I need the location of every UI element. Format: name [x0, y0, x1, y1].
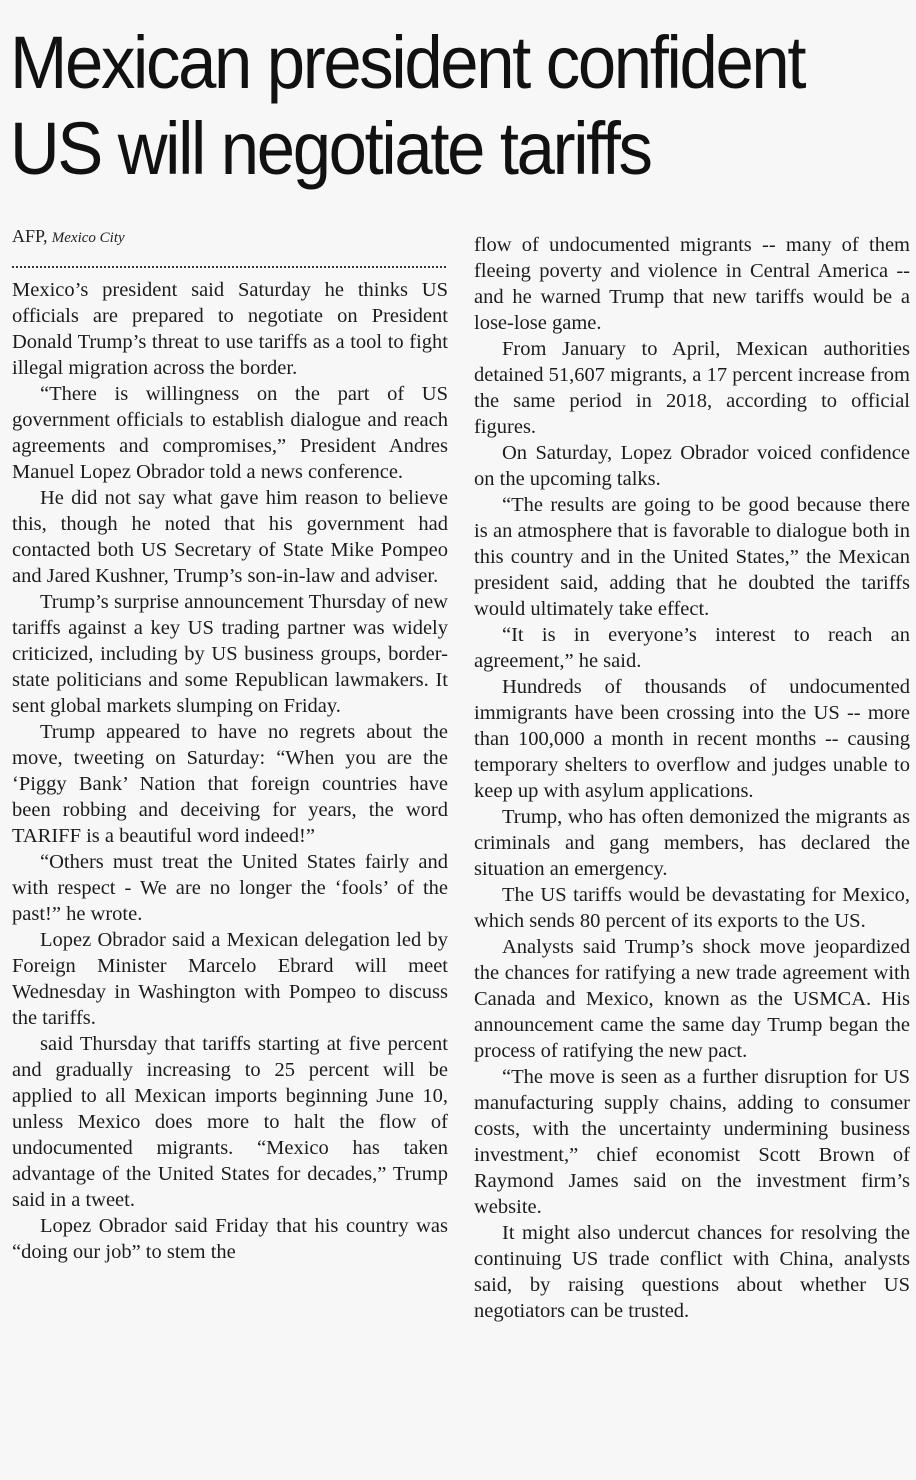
- paragraph: Lopez Obrador said Friday that his country was “doing our job” to stem the: [12, 1215, 448, 1263]
- paragraph: He did not say what gave him reason to believe this, though he noted that his government had contacted both US Secretary of State Mike Pompeo and Jared Kushner, Trump’s son-in-law and adviser.: [12, 487, 448, 587]
- article-column-right: [474, 232, 910, 1324]
- paragraph: “There is willingness on the part of US government officials to establish dialogue and reach agreements and compromises,” President Andres Manuel Lopez Obrador told a news conference.: [12, 383, 448, 483]
- byline: [12, 226, 448, 247]
- paragraph: “It is in everyone’s interest to reach an agreement,” he said.: [474, 624, 910, 672]
- paragraph: said Thursday that tariffs starting at five percent and gradually increasing to 25 percent will be applied to all Mexican imports beginning June 10, unless Mexico does more to halt the flow of undocumented migrants. “Mexico has taken advantage of the United States for decades,” Trump said in a tweet.: [12, 1033, 448, 1211]
- article-column-left: [12, 277, 448, 1265]
- paragraph: Trump appeared to have no regrets about the move, tweeting on Saturday: “When you are the ‘Piggy Bank’ Nation that foreign countries have been robbing and deceiving for years, the word TARIFF is a beautiful word indeed!”: [12, 721, 448, 847]
- paragraph: The US tariffs would be devastating for Mexico, which sends 80 percent of its exports to the US.: [474, 884, 910, 932]
- dotted-divider: [12, 266, 446, 268]
- paragraph: Mexico’s president said Saturday he thinks US officials are prepared to negotiate on President Donald Trump’s threat to use tariffs as a tool to fight illegal migration across the border.: [12, 279, 448, 379]
- paragraph-continuation: flow of undocumented migrants -- many of them fleeing poverty and violence in Central America -- and he warned Trump that new tariffs would be a lose-lose game.: [474, 234, 910, 334]
- byline-place: Mexico City: [51, 230, 125, 246]
- paragraph: Trump’s surprise announcement Thursday of new tariffs against a key US trading partner was widely criticized, including by US business groups, border-state politicians and some Republican lawmakers. It sent global markets slumping on Friday.: [12, 591, 448, 717]
- paragraph: “The move is seen as a further disruption for US manufacturing supply chains, adding to consumer costs, with the uncertainty undermining business investment,” chief economist Scott Brown of Raymond James said on the investment firm’s website.: [474, 1066, 910, 1218]
- paragraph: “The results are going to be good because there is an atmosphere that is favorable to dialogue both in this country and in the United States,” the Mexican president said, adding that he doubted the tariffs would ultimately take effect.: [474, 494, 910, 620]
- headline-line-2: US will negotiate tariffs: [10, 107, 651, 190]
- paragraph: Lopez Obrador said a Mexican delegation led by Foreign Minister Marcelo Ebrard will meet Wednesday in Washington with Pompeo to discuss the tariffs.: [12, 929, 448, 1029]
- byline-agency: AFP,: [12, 226, 48, 246]
- paragraph: Analysts said Trump’s shock move jeopardized the chances for ratifying a new trade agreement with Canada and Mexico, known as the USMCA. His announcement came the same day Trump began the process of ratifying the new pact.: [474, 936, 910, 1062]
- paragraph: On Saturday, Lopez Obrador voiced confidence on the upcoming talks.: [474, 442, 910, 490]
- headline: [10, 20, 847, 192]
- headline-line-1: Mexican president confident: [10, 21, 805, 104]
- paragraph: Trump, who has often demonized the migrants as criminals and gang members, has declared the situation an emergency.: [474, 806, 910, 880]
- paragraph: “Others must treat the United States fairly and with respect - We are no longer the ‘fools’ of the past!” he wrote.: [12, 851, 448, 925]
- paragraph: It might also undercut chances for resolving the continuing US trade conflict with China, analysts said, by raising questions about whether US negotiators can be trusted.: [474, 1222, 910, 1322]
- paragraph: From January to April, Mexican authorities detained 51,607 migrants, a 17 percent increase from the same period in 2018, according to official figures.: [474, 338, 910, 438]
- paragraph: Hundreds of thousands of undocumented immigrants have been crossing into the US -- more than 100,000 a month in recent months -- causing temporary shelters to overflow and judges unable to keep up with asylum applications.: [474, 676, 910, 802]
